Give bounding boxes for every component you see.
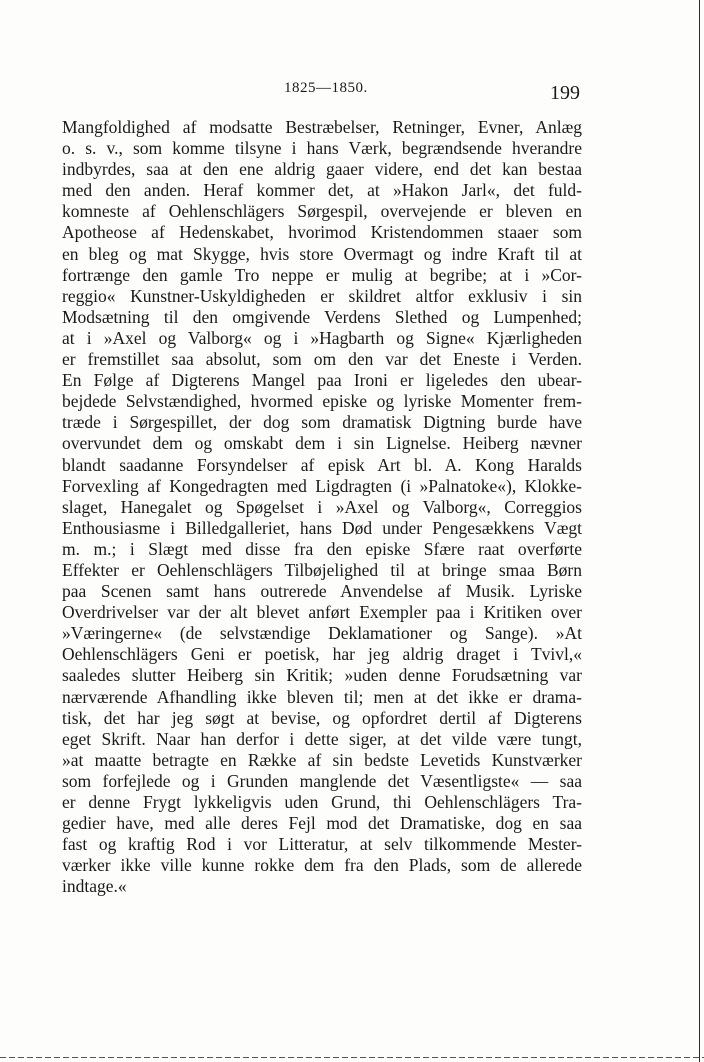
body-paragraph bbox=[62, 117, 582, 897]
scan-bottom-edge bbox=[0, 1057, 704, 1058]
text-line: Overdrivelser var der alt blevet anført Exempler paa i Kritiken over bbox=[62, 602, 582, 623]
text-line: fortrænge den gamle Tro neppe er mulig at begribe; at i »Cor- bbox=[62, 264, 582, 285]
text-line: Effekter er Oehlenschlägers Tilbøjelighed til at bringe smaa Børn bbox=[62, 559, 582, 580]
text-line: En Følge af Digterens Mangel paa Ironi er ligeledes den ubear- bbox=[62, 370, 582, 391]
text-line: er denne Frygt lykkeligvis uden Grund, thi Oehlenschlägers Tra- bbox=[62, 792, 582, 812]
text-line: slaget, Hanegalet og Spøgelset i »Axel og Valborg«, Correggios bbox=[62, 496, 582, 517]
text-line: gedier have, med alle deres Fejl mod det Dramatiske, dog en saa bbox=[62, 813, 582, 834]
text-line: tisk, det har jeg søgt at bevise, og opfordret dertil af Digterens bbox=[62, 707, 582, 728]
text-line: overvundet dem og omskabt dem i sin Lignelse. Heiberg nævner bbox=[62, 433, 582, 454]
page-number: 199 bbox=[550, 82, 580, 104]
page-edge-line bbox=[699, 0, 700, 1062]
text-line: at i »Axel og Valborg« og i »Hagbarth og Signe« Kjærligheden bbox=[62, 327, 582, 348]
text-line: Mangfoldighed af modsatte Bestræbelser, Retninger, Evner, Anlæg bbox=[62, 117, 582, 137]
text-line: komneste af Oehlenschlägers Sørgespil, overvejende er bleven en bbox=[62, 201, 582, 222]
text-line: en bleg og mat Skygge, hvis store Overmagt og indre Kraft til at bbox=[62, 243, 582, 264]
text-line: paa Scenen samt hans outrerede Anvendelse af Musik. Lyriske bbox=[62, 581, 582, 602]
text-line: er fremstillet saa absolut, som om den var det Eneste i Verden. bbox=[62, 349, 582, 370]
text-line-last: indtage.« bbox=[62, 876, 127, 897]
running-title: 1825—1850. bbox=[284, 80, 368, 96]
text-line: Apotheose af Hedenskabet, hvorimod Kristendommen staaer som bbox=[62, 222, 582, 243]
text-line: Modsætning til den omgivende Verdens Slethed og Lumpenhed; bbox=[62, 306, 582, 327]
text-line: som forfejlede og i Grunden manglende det Væsentligste« — saa bbox=[62, 770, 582, 791]
text-line: værker ikke ville kunne rokke dem fra den Plads, som de allerede bbox=[62, 855, 582, 876]
text-line: »Væringerne« (de selvstændige Deklamationer og Sange). »At bbox=[62, 623, 582, 644]
text-line: nærværende Afhandling ikke bleven til; men at det ikke er drama- bbox=[62, 686, 582, 707]
text-line: Forvexling af Kongedragten med Ligdragten (i »Palnatoke«), Klokke- bbox=[62, 475, 582, 496]
text-line: blandt saadanne Forsyndelser af episk Art bl. A. Kong Haralds bbox=[62, 454, 582, 475]
text-line: indbyrdes, saa at den ene aldrig gaaer videre, end det kan bestaa bbox=[62, 159, 582, 180]
running-head bbox=[0, 80, 704, 110]
text-line: eget Skrift. Naar han derfor i dette siger, at det vilde være tungt, bbox=[62, 728, 582, 749]
text-line: reggio« Kunstner-Uskyldigheden er skildret altfor exklusiv i sin bbox=[62, 285, 582, 306]
text-line: træde i Sørgespillet, der dog som dramatisk Digtning burde have bbox=[62, 412, 582, 433]
text-line: bejdede Selvstændighed, hvormed episke og lyriske Momenter frem- bbox=[62, 391, 582, 412]
text-line: saaledes slutter Heiberg sin Kritik; »uden denne Forudsætning var bbox=[62, 665, 582, 686]
text-line: fast og kraftig Rod i vor Litteratur, at selv tilkommende Mester- bbox=[62, 834, 582, 855]
text-line: Enthousiasme i Billedgalleriet, hans Død under Pengesækkens Vægt bbox=[62, 517, 582, 538]
text-line: med den anden. Heraf kommer det, at »Hakon Jarl«, det fuld- bbox=[62, 180, 582, 201]
text-line: m. m.; i Slægt med disse fra den episke Sfære raat overførte bbox=[62, 538, 582, 559]
text-line: »at maatte betragte en Række af sin bedste Levetids Kunstværker bbox=[62, 749, 582, 770]
text-line: o. s. v., som komme tilsyne i hans Værk, begrændsende hverandre bbox=[62, 138, 582, 159]
text-line: Oehlenschlägers Geni er poetisk, har jeg aldrig draget i Tvivl,« bbox=[62, 644, 582, 665]
